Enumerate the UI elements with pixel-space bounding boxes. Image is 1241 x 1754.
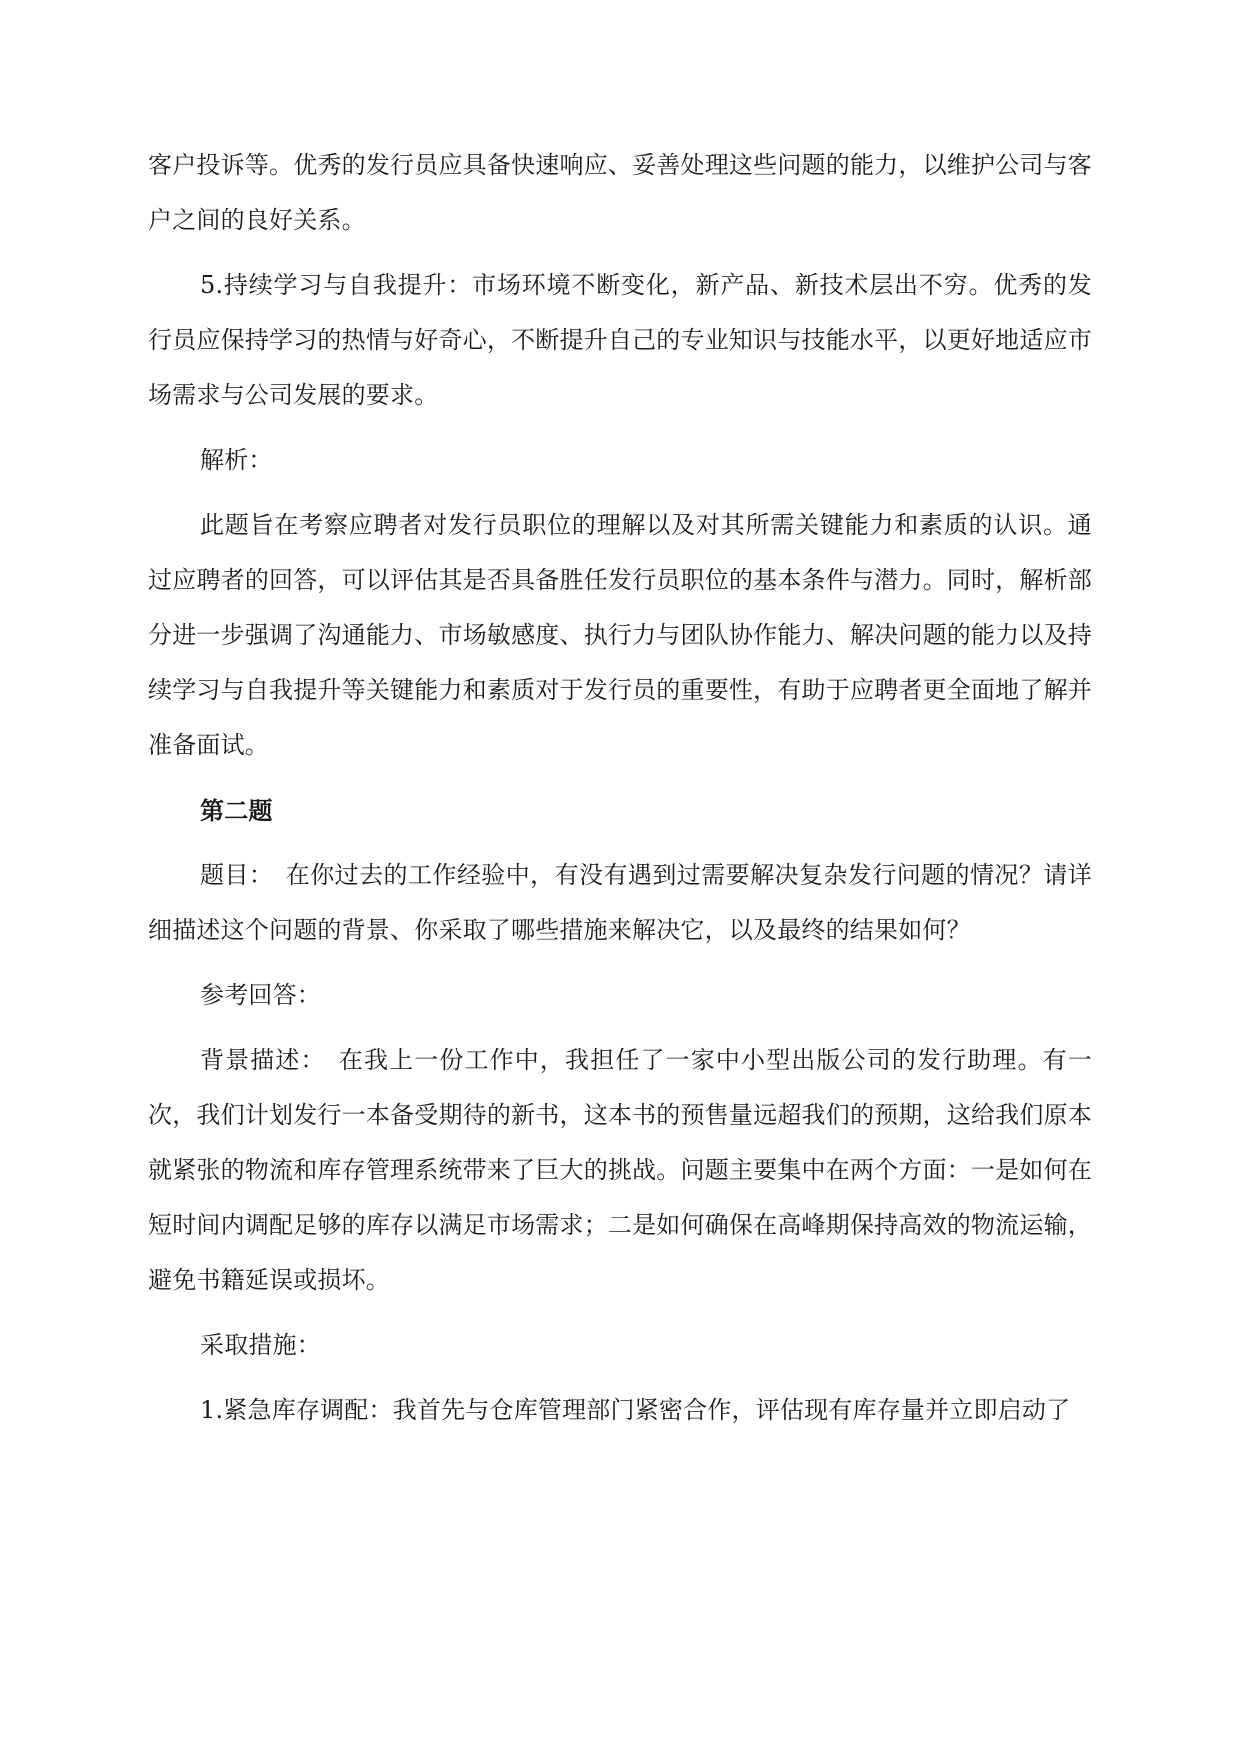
- paragraph-question-2: 题目： 在你过去的工作经验中，有没有遇到过需要解决复杂发行问题的情况？请详细描述这个问题的背景、你采取了哪些措施来解决它，以及最终的结果如何？: [148, 861, 1092, 944]
- paragraph-analysis-label: 解析：: [200, 446, 273, 474]
- section-heading-question-2: 第二题: [200, 796, 273, 825]
- paragraph-analysis-body: 此题旨在考察应聘者对发行员职位的理解以及对其所需关键能力和素质的认识。通过应聘者的回答，可以评估其是否具备胜任发行员职位的基本条件与潜力。同时，解析部分进一步强调了沟通能力、市场敏感度、执行力与团队协作能力、解决问题的能力以及持续学习与自我提升等关键能力和素质对于发行员的重要性，有助于应聘者更全面地了解并准备面试。: [148, 511, 1092, 759]
- paragraph-measure-1: 1.紧急库存调配：我首先与仓库管理部门紧密合作，评估现有库存量并立即启动了: [200, 1396, 1071, 1424]
- document-body: [148, 138, 1092, 1448]
- paragraph-continued-complaints: 客户投诉等。优秀的发行员应具备快速响应、妥善处理这些问题的能力，以维护公司与客户之间的良好关系。: [148, 151, 1092, 234]
- paragraph-continuous-learning: 5.持续学习与自我提升：市场环境不断变化，新产品、新技术层出不穷。优秀的发行员应保持学习的热情与好奇心，不断提升自己的专业知识与技能水平，以更好地适应市场需求与公司发展的要求。: [148, 271, 1092, 409]
- paragraph-reference-answer-label: 参考回答：: [200, 981, 321, 1009]
- paragraph-measures-label: 采取措施：: [200, 1331, 321, 1359]
- paragraph-background-description: 背景描述： 在我上一份工作中，我担任了一家中小型出版公司的发行助理。有一次，我们计划发行一本备受期待的新书，这本书的预售量远超我们的预期，这给我们原本就紧张的物流和库存管理系统带来了巨大的挑战。问题主要集中在两个方面：一是如何在短时间内调配足够的库存以满足市场需求；二是如何确保在高峰期保持高效的物流运输，避免书籍延误或损坏。: [148, 1046, 1092, 1294]
